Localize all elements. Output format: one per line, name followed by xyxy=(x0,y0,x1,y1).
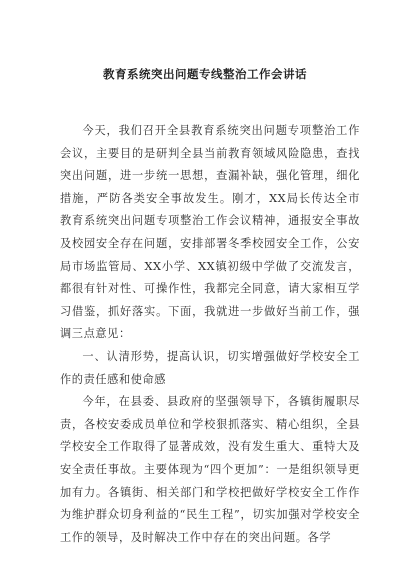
section-heading-1: 一、认清形势，提高认识，切实增强做好学校安全工作的责任感和使命感 xyxy=(60,349,360,386)
document-body xyxy=(60,120,360,549)
opening-paragraph: 今天，我们召开全县教育系统突出问题专项整治工作会议，主要目的是研判全县当前教育领域风险隐患，查找突出问题，进一步统一思想，查漏补缺，强化管理，细化措施，严防各类安全事故发生。刚才，XX局长传达全市教育系统突出问题专项整治工作会议精神，通报安全事故及校园安全存在问题，安排部署冬季校园安全工作，公安局市场监管局、XX小学、XX镇初级中学做了交流发言，都很有针对性、可操作性，我都完全同意，请大家相互学习借鉴，抓好落实。下面，我就进一步做好当前工作，强调三点意见： xyxy=(60,124,360,341)
section-1-paragraph: 今年，在县委、县政府的坚强领导下，各镇街履职尽责，各校安委成员单位和学校狠抓落实、精心组织，全县学校安全工作取得了显著成效，没有发生重大、重特大及安全责任事故。主要体现为“四个更加”：一是组织领导更加有力。各镇街、相关部门和学校把做好学校安全工作作为维护群众切身利益的“民生工程”，切实加强对学校安全工作的领导，及时解决工作中存在的突出问题。各学 xyxy=(60,395,360,544)
document-title: 教育系统突出问题专线整治工作会讲话 xyxy=(103,67,307,81)
